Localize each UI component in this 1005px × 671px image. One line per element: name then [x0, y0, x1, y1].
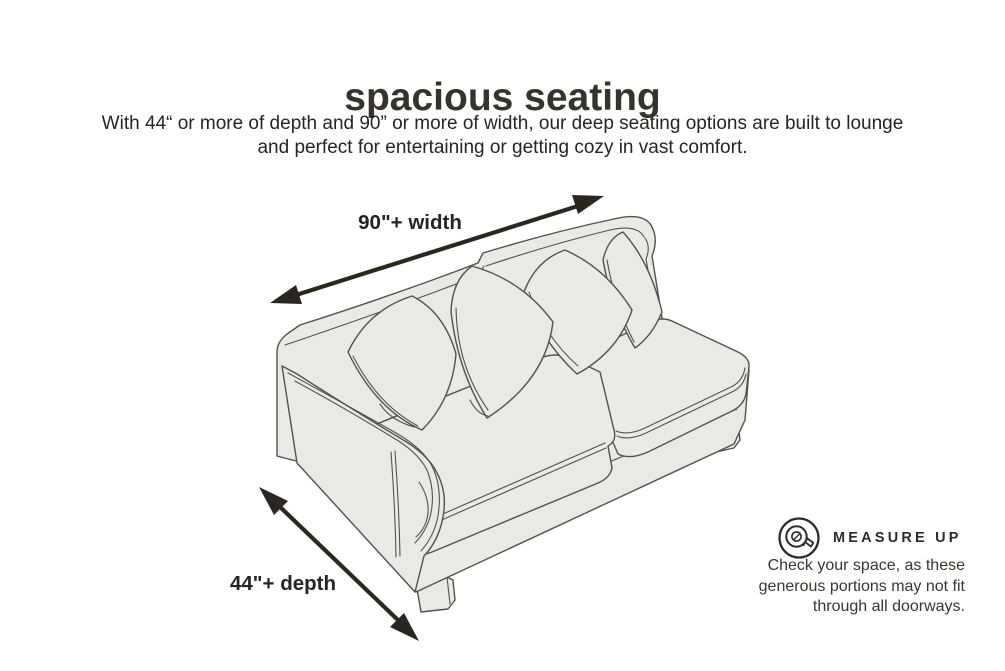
measure-note-line-1: Check your space, as these [767, 557, 965, 574]
description-line-1: With 44“ or more of depth and 90” or more of width, our deep seating options are built to lounge [101, 113, 904, 134]
page-title: spacious seating [344, 76, 661, 120]
description-line-2: and perfect for entertaining or getting cozy in vast comfort. [257, 136, 748, 158]
measure-up-note [759, 556, 965, 618]
width-dimension-label: 90"+ width [358, 211, 462, 234]
tape-measure-icon [777, 516, 821, 560]
measure-note-line-3: through all doorways. [812, 598, 965, 616]
measure-note-line-2: generous portions may not fit [758, 577, 965, 595]
measure-up-heading: MEASURE UP [833, 530, 962, 546]
depth-dimension-label: 44"+ depth [230, 572, 336, 595]
measure-up-header [777, 516, 962, 560]
